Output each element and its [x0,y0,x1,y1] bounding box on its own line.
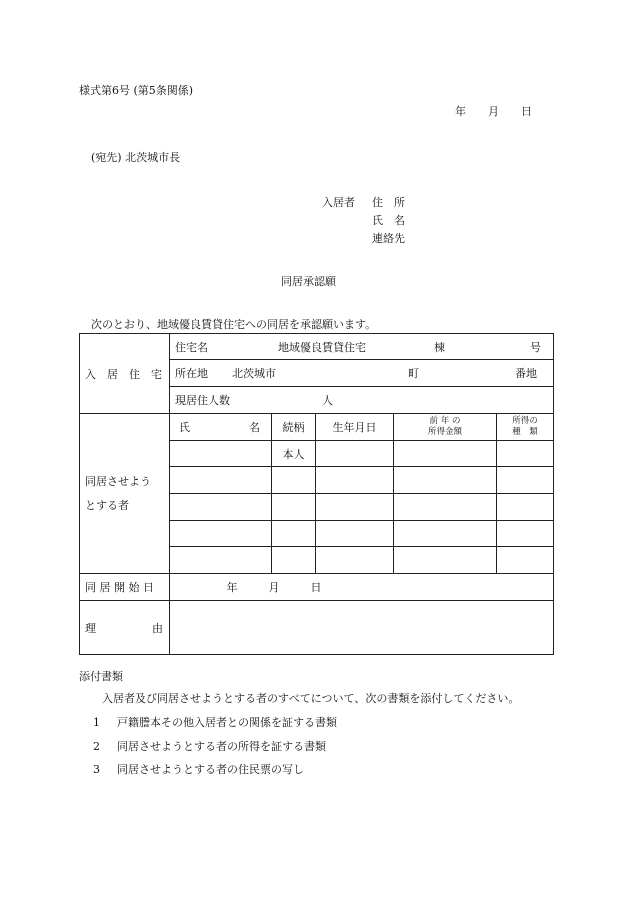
start-date-day: 日 [310,581,322,594]
cohabitant-header-row [80,414,554,441]
cohabitant-section-label [80,414,170,574]
col-income-2: 所得金額 [427,427,462,437]
cohabitant-relation-cell[interactable]: 本人 [272,441,316,467]
cohabitant-income-cell[interactable] [394,441,497,467]
col-income-type-2: 種 類 [512,427,538,437]
cohabitant-income-cell[interactable] [394,467,497,494]
col-name-header [170,414,272,441]
reason-input-cell[interactable] [170,601,554,655]
start-date-row [80,574,554,601]
attachments-heading: 添付書類 [79,670,123,683]
col-name-2: 名 [249,421,260,434]
attachment-item-number: 3 [93,763,100,776]
cohabitant-income-type-cell[interactable] [497,467,554,494]
location-cell[interactable] [170,360,554,387]
addressee: (宛先) 北茨城市長 [91,151,181,164]
cohabitant-name-cell[interactable] [170,467,272,494]
form-number: 様式第6号 (第5条関係) [79,84,194,97]
attachment-item-text: 同居させようとする者の住民票の写し [117,763,304,776]
cohabitant-relation-cell[interactable] [272,494,316,521]
cohabitant-relation-cell[interactable] [272,521,316,547]
cohabitant-relation-cell[interactable] [272,547,316,574]
col-income-header [394,414,497,441]
residents-label: 現居住人数 [175,394,230,407]
residents-cell[interactable] [170,387,554,414]
col-name-1: 氏 [179,421,190,434]
town-label: 町 [408,367,419,380]
name-label: 氏 名 [372,214,405,227]
date-year-label: 年 [455,105,466,118]
cohabitant-name-cell[interactable] [170,547,272,574]
col-relation-header: 続柄 [272,414,316,441]
reason-label [80,601,170,655]
col-income-1: 前 年 の [429,416,461,426]
start-date-label: 同 居 開 始 日 [80,574,170,601]
attachment-item-text: 同居させようとする者の所得を証する書類 [117,740,326,753]
cohabitant-income-cell[interactable] [394,494,497,521]
start-date-year: 年 [226,581,238,594]
start-date-cell[interactable] [170,574,554,601]
attachment-item-number: 1 [93,716,100,729]
cohabitant-name-cell[interactable] [170,494,272,521]
cohabitant-income-type-cell[interactable] [497,521,554,547]
applicant-role: 入居者 [322,196,355,209]
page-title: 同居承認願 [281,275,336,288]
number-label: 号 [530,340,541,354]
cohabitant-birthdate-cell[interactable] [316,441,394,467]
cohabitant-label-line2: とする者 [85,498,129,512]
contact-label: 連絡先 [372,232,405,245]
attachment-item-number: 2 [93,740,100,753]
col-income-type-1: 所得の [512,416,538,426]
cohabitant-birthdate-cell[interactable] [316,521,394,547]
residence-section-label: 入 居 住 宅 [80,334,170,414]
location-label: 所在地 [175,367,208,380]
housing-name-cell[interactable] [170,334,554,360]
col-birthdate-header: 生年月日 [316,414,394,441]
application-table [79,333,554,655]
date-day-label: 日 [521,105,532,118]
intro-text: 次のとおり、地域優良賃貸住宅への同居を承認願います。 [91,318,377,331]
building-label: 棟 [434,340,445,354]
cohabitant-relation-cell[interactable] [272,467,316,494]
housing-name-value: 地域優良賃貸住宅 [278,340,366,354]
cohabitant-income-cell[interactable] [394,521,497,547]
reason-label-2: 由 [152,621,163,635]
attachment-item-2 [93,738,326,754]
col-income-type-header [497,414,554,441]
reason-label-1: 理 [85,621,96,635]
address-label: 住 所 [372,196,405,209]
lot-label: 番地 [515,367,537,380]
cohabitant-income-type-cell[interactable] [497,547,554,574]
cohabitant-name-cell[interactable] [170,521,272,547]
residents-unit: 人 [322,394,333,407]
cohabitant-income-cell[interactable] [394,547,497,574]
cohabitant-birthdate-cell[interactable] [316,467,394,494]
date-month-label: 月 [488,105,499,118]
cohabitant-income-type-cell[interactable] [497,441,554,467]
attachment-item-3 [93,761,304,777]
reason-row [80,601,554,655]
cohabitant-label-line1: 同居させよう [85,474,151,488]
attachment-item-text: 戸籍謄本その他入居者との関係を証する書類 [117,716,337,729]
cohabitant-income-type-cell[interactable] [497,494,554,521]
residence-row-name [80,334,554,360]
start-date-month: 月 [268,581,280,594]
attachment-item-1 [93,714,337,730]
attachments-instruction: 入居者及び同居させようとする者のすべてについて、次の書類を添付してください。 [102,692,520,705]
cohabitant-name-cell[interactable] [170,441,272,467]
housing-name-label: 住宅名 [175,340,208,354]
cohabitant-birthdate-cell[interactable] [316,494,394,521]
cohabitant-birthdate-cell[interactable] [316,547,394,574]
location-city: 北茨城市 [232,367,276,380]
